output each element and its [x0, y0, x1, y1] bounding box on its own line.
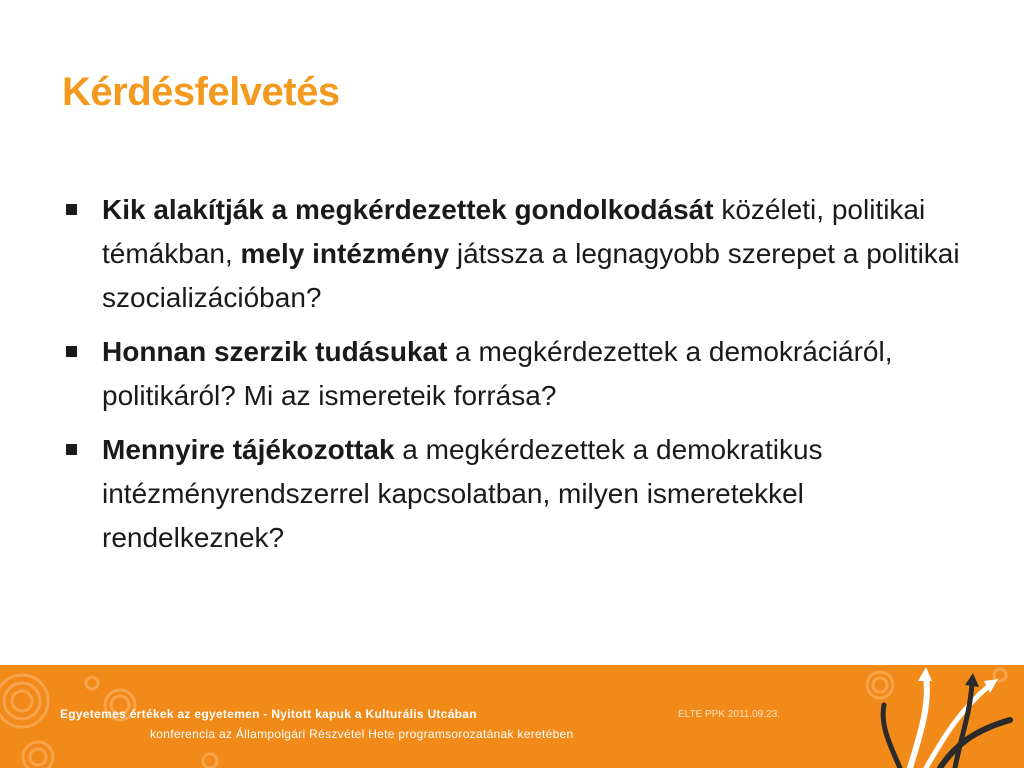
bullet-bold: mely intézmény [240, 238, 450, 269]
bullet-bold: Kik alakítják a megkérdezettek gondolkodását [102, 194, 714, 225]
bullet-text: közéleti, politikai témákban, [102, 194, 926, 269]
footer-conference-title: Egyetemes értékek az egyetemen - Nyitott kapuk a Kulturális Utcában [60, 707, 477, 721]
bullet-item [60, 428, 990, 560]
bullet-list [60, 188, 990, 570]
square-bullet-icon [66, 346, 77, 357]
bullet-text: a megkérdezettek a demokratikus intézményrendszerrel kapcsolatban, milyen ismeretekkel rendelkeznek? [102, 434, 823, 553]
footer-meta: ELTE PPK 2011.09.23. [678, 709, 780, 720]
bullet-bold: Mennyire tájékozottak [102, 434, 395, 465]
square-bullet-icon [66, 204, 77, 215]
footer-conference-subtitle: konferencia az Állampolgári Részvétel Hete programsorozatának keretében [150, 727, 574, 741]
square-bullet-icon [66, 444, 77, 455]
bullet-item [60, 188, 990, 320]
bullet-text: játssza a legnagyobb szerepet a politikai szocializációban? [102, 238, 960, 313]
bullet-bold: Honnan szerzik tudásukat [102, 336, 448, 367]
bullet-item [60, 330, 990, 418]
slide-title: Kérdésfelvetés [62, 70, 340, 114]
bullet-text: a megkérdezettek a demokráciáról, politikáról? Mi az ismereteik forrása? [102, 336, 893, 411]
footer-banner [0, 665, 1024, 768]
